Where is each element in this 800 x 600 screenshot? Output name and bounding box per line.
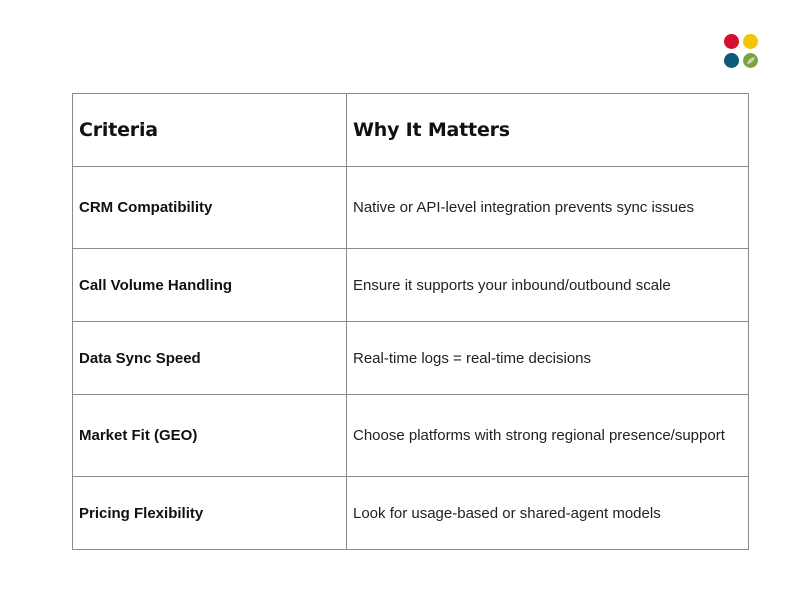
table-row (73, 249, 749, 322)
why-column-header: Why It Matters (347, 94, 749, 167)
logo-dot-blue (724, 53, 739, 68)
why-cell: Look for usage-based or shared-agent models (347, 477, 749, 550)
criteria-cell: Pricing Flexibility (73, 477, 347, 550)
why-cell: Ensure it supports your inbound/outbound scale (347, 249, 749, 322)
table-row (73, 477, 749, 550)
criteria-column-header: Criteria (73, 94, 347, 167)
why-cell: Native or API-level integration prevents sync issues (347, 167, 749, 249)
table-row (73, 322, 749, 395)
logo-dot-green (743, 53, 758, 68)
why-cell: Real-time logs = real-time decisions (347, 322, 749, 395)
criteria-cell: Market Fit (GEO) (73, 395, 347, 477)
table-row (73, 167, 749, 249)
table-header-row (73, 94, 749, 167)
criteria-cell: Data Sync Speed (73, 322, 347, 395)
criteria-cell: CRM Compatibility (73, 167, 347, 249)
why-cell: Choose platforms with strong regional presence/support (347, 395, 749, 477)
logo-leaf-icon (743, 53, 758, 68)
criteria-table (72, 93, 749, 550)
table-row (73, 395, 749, 477)
logo-dot-yellow (743, 34, 758, 49)
logo-dot-red (724, 34, 739, 49)
brand-logo-icon (724, 34, 760, 70)
criteria-cell: Call Volume Handling (73, 249, 347, 322)
